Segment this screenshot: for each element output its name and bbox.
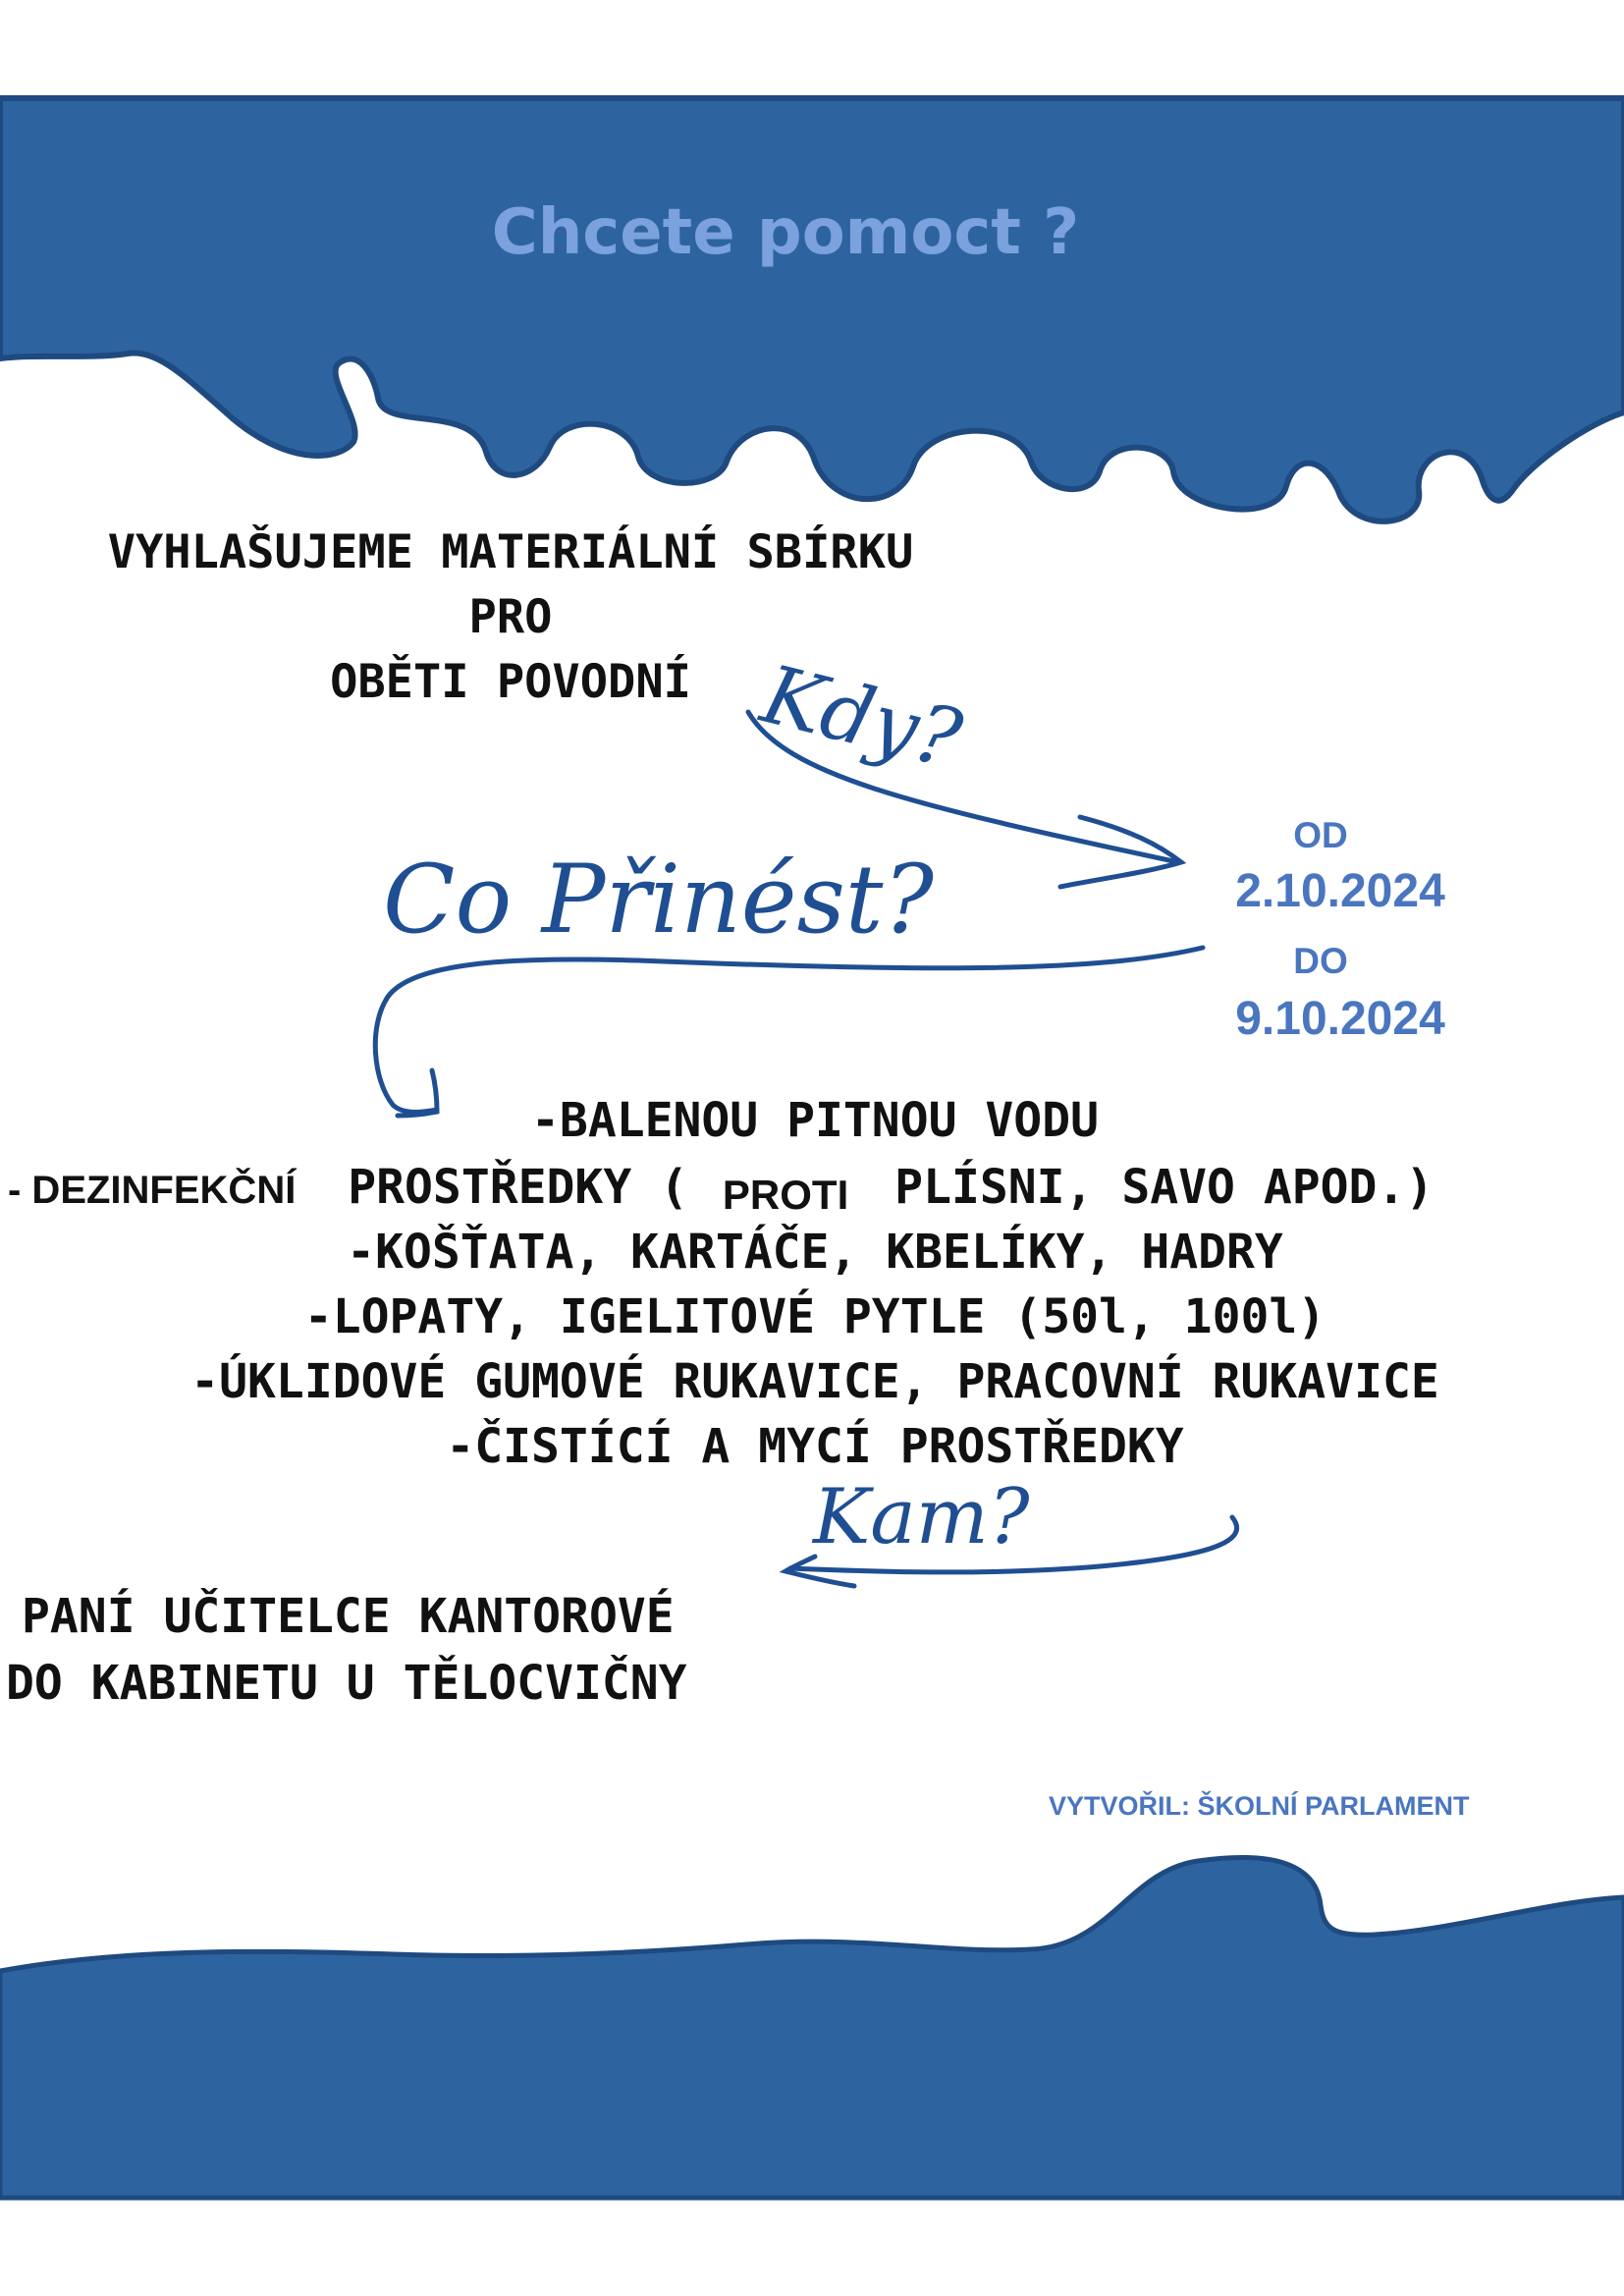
list-item: -ČISTÍCÍ A MYCÍ PROSTŘEDKY: [446, 1419, 1184, 1474]
list-item: -KOŠŤATA, KARTÁČE, KBELÍKY, HADRY: [347, 1225, 1283, 1280]
page-title: Chcete pomoct ?: [491, 196, 1080, 269]
date-to-label: DO: [1293, 941, 1348, 981]
date-from-label: OD: [1293, 815, 1348, 855]
footer-credit: VYTVOŘIL: ŠKOLNÍ PARLAMENT: [1049, 1791, 1470, 1821]
list-item: [8, 1155, 1434, 1223]
list-item-rest: PLÍSNI, SAVO APOD.): [894, 1160, 1435, 1215]
location-line-2: DO KABINETU U TĚLOCVIČNY: [6, 1656, 687, 1711]
list-item: -LOPATY, IGELITOVÉ PYTLE (50l, 100l): [303, 1289, 1326, 1344]
handwritten-where: Kam?: [813, 1473, 1030, 1561]
location-line-1: PANÍ UČITELCE KANTOROVÉ: [22, 1589, 675, 1644]
list-item: -BALENOU PITNOU VODU: [531, 1093, 1099, 1148]
announcement-line-1: VYHLAŠUJEME MATERIÁLNÍ SBÍRKU: [107, 525, 914, 579]
list-item-proti: PROTI: [722, 1172, 849, 1218]
top-wave-banner: [0, 98, 1624, 521]
list-item: -ÚKLIDOVÉ GUMOVÉ RUKAVICE, PRACOVNÍ RUKAVICE: [190, 1354, 1439, 1409]
date-from: 2.10.2024: [1235, 865, 1445, 917]
handwritten-what: Co Přinést?: [383, 845, 934, 955]
bottom-wave-banner: [0, 1857, 1624, 2198]
handwritten-when: Kdy?: [753, 648, 970, 788]
announcement-line-2: PRO: [468, 590, 553, 644]
date-to: 9.10.2024: [1235, 993, 1445, 1045]
list-item-prefix: - DEZINFEKČNÍ: [8, 1169, 297, 1212]
announcement-line-3: OBĚTI POVODNÍ: [330, 655, 691, 709]
list-item-middle: PROSTŘEDKY (: [348, 1160, 689, 1215]
